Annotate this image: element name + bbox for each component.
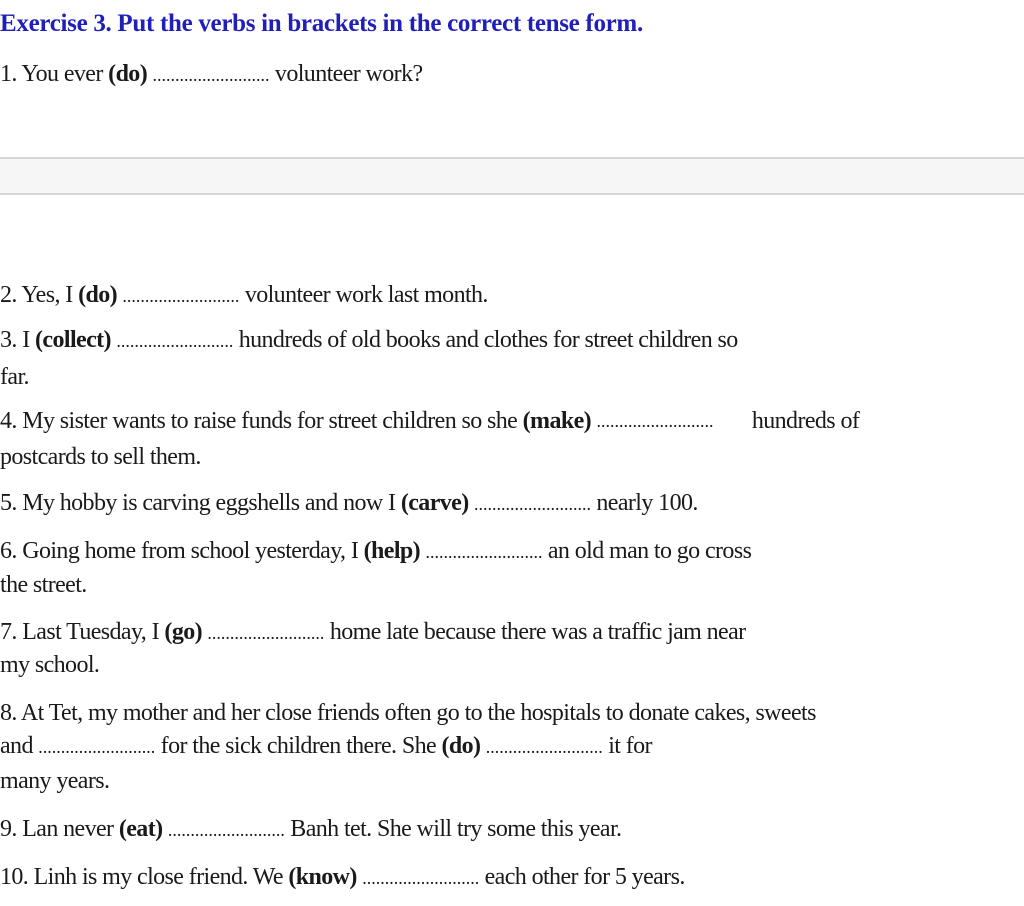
question-number: 9. [0, 816, 17, 842]
answer-blank[interactable]: .......................... [207, 623, 325, 643]
question-3 [0, 323, 738, 359]
answer-blank[interactable]: .......................... [596, 411, 714, 431]
question-number: 6. [0, 538, 17, 564]
question-text: postcards to sell them. [0, 444, 201, 470]
verb-hint: (help) [363, 538, 421, 564]
question-text: volunteer work last month. [244, 282, 488, 308]
question-7 [0, 615, 746, 651]
answer-blank[interactable]: .......................... [38, 737, 156, 757]
question-6 [0, 534, 751, 570]
question-text: for the sick children there. She [160, 733, 437, 759]
question-text: My sister wants to raise funds for street children so she [22, 408, 518, 434]
question-number: 7. [0, 619, 17, 645]
verb-hint: (eat) [118, 816, 163, 842]
verb-hint: (make) [522, 408, 592, 434]
answer-blank[interactable]: .......................... [116, 331, 234, 351]
question-number: 4. [0, 408, 17, 434]
question-8 [0, 696, 816, 731]
question-text: At Tet, my mother and her close friends often go to the hospitals to donate cakes, sweets [20, 700, 816, 726]
question-text: Yes, I [21, 282, 73, 308]
question-text: hundreds of old books and clothes for street children so [238, 327, 738, 353]
question-text: far. [0, 364, 29, 390]
question-8-line-2 [0, 729, 652, 765]
question-text: Last Tuesday, I [22, 619, 160, 645]
question-9 [0, 812, 621, 848]
verb-hint: (go) [164, 619, 203, 645]
answer-blank[interactable]: .......................... [474, 494, 591, 514]
question-10 [0, 860, 685, 896]
question-number: 1. [0, 61, 17, 87]
answer-blank[interactable]: .......................... [152, 65, 270, 85]
question-2 [0, 278, 488, 314]
question-text: You ever [21, 61, 103, 87]
question-number: 8. [0, 700, 17, 726]
page-separator [0, 157, 1024, 195]
verb-hint: (do) [441, 733, 481, 759]
question-text: and [0, 733, 33, 759]
question-text: Linh is my close friend. We [33, 864, 283, 890]
answer-blank[interactable]: .......................... [425, 542, 543, 562]
verb-hint: (do) [78, 282, 117, 308]
question-4 [0, 404, 859, 439]
question-4-continued [0, 440, 201, 475]
question-text: hundreds of [751, 408, 860, 434]
answer-blank[interactable]: .......................... [485, 737, 603, 757]
question-text: Lan never [22, 816, 114, 842]
question-number: 2. [0, 282, 17, 308]
question-text: I [22, 327, 30, 353]
question-text: home late because there was a traffic jam near [329, 619, 746, 645]
question-6-continued [0, 568, 87, 603]
verb-hint: (collect) [35, 327, 111, 353]
question-number: 10. [0, 864, 29, 890]
question-3-continued [0, 360, 29, 395]
question-5 [0, 486, 698, 522]
question-text: Going home from school yesterday, I [22, 538, 359, 564]
answer-blank[interactable]: .......................... [362, 868, 480, 888]
exercise-title: Exercise 3. Put the verbs in brackets in the correct tense form. [0, 10, 643, 37]
verb-hint: (do) [108, 61, 148, 87]
question-text: each other for 5 years. [484, 864, 685, 890]
verb-hint: (know) [288, 864, 357, 890]
question-text: volunteer work? [274, 61, 423, 87]
answer-blank[interactable]: .......................... [167, 820, 285, 840]
question-text: my school. [0, 652, 100, 678]
question-number: 5. [0, 490, 17, 516]
question-text: nearly 100. [596, 490, 698, 516]
question-number: 3. [0, 327, 17, 353]
question-text: My hobby is carving eggshells and now I [22, 490, 396, 516]
question-7-continued [0, 648, 99, 683]
question-text: many years. [0, 768, 110, 794]
question-text: it for [608, 733, 652, 759]
question-text: the street. [0, 572, 87, 598]
answer-blank[interactable]: .......................... [122, 286, 240, 306]
question-text: Banh tet. She will try some this year. [290, 816, 622, 842]
question-text: an old man to go cross [547, 538, 752, 564]
verb-hint: (carve) [400, 490, 469, 516]
question-1 [0, 57, 423, 93]
question-8-continued [0, 764, 109, 799]
